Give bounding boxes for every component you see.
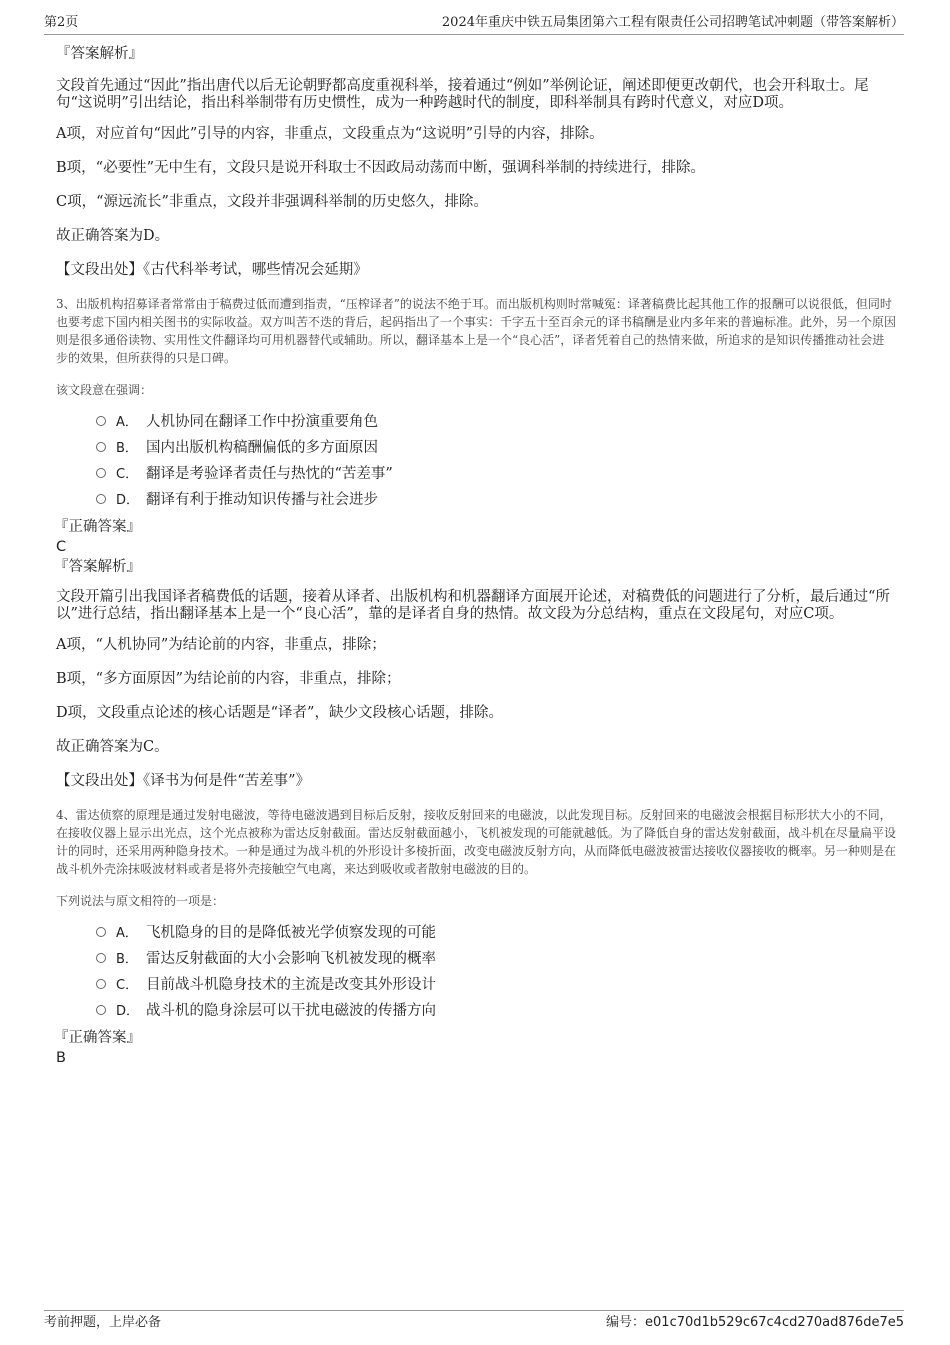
question-3-option-b[interactable]: B． 国内出版机构稿酬偏低的多方面原因 (96, 435, 896, 461)
radio-icon[interactable] (96, 979, 106, 989)
analysis-heading: 『答案解析』 (56, 46, 143, 62)
analysis-text: 文段开篇引出我国译者稿费低的话题，接着从译者、出版机构和机器翻译方面展开论述，对稿费低的问题进行了分析，最后通过“所以”进行总结，指出翻译基本上是一个“良心活”，靠的是译者自身的热情。故文段为分总结构，重点在文段尾句，对应C项。 (56, 589, 890, 622)
question-4-option-b[interactable]: B． 雷达反射截面的大小会影响飞机被发现的概率 (96, 946, 896, 972)
page-header (44, 14, 904, 35)
document-title: 2024年重庆中铁五局集团第六工程有限责任公司招聘笔试冲刺题（带答案解析） (441, 15, 904, 30)
document-code-label: 编号： (606, 1315, 646, 1330)
radio-icon[interactable] (96, 494, 106, 504)
document-code (606, 1313, 904, 1333)
answer-heading: 『正确答案』 (54, 1030, 141, 1046)
analysis-option-d: D项，文段重点论述的核心话题是“译者”，缺少文段核心话题，排除。 (56, 705, 503, 721)
answer-value: B (56, 1050, 66, 1066)
passage-source: 【文段出处】《译书为何是件“苦差事”》 (56, 773, 311, 789)
radio-icon[interactable] (96, 953, 106, 963)
answer-heading: 『正确答案』 (54, 519, 141, 535)
passage-source: 【文段出处】《古代科举考试，哪些情况会延期》 (56, 262, 368, 278)
question-4-option-c[interactable]: C． 目前战斗机隐身技术的主流是改变其外形设计 (96, 972, 896, 998)
radio-icon[interactable] (96, 1005, 106, 1015)
analysis-option-b: B项，“必要性”无中生有，文段只是说开科取士不因政局动荡而中断，强调科举制的持续进行，排除。 (56, 160, 705, 176)
page-number: 第2页 (44, 15, 79, 30)
radio-icon[interactable] (96, 416, 106, 426)
radio-icon[interactable] (96, 442, 106, 452)
question-4-option-d[interactable]: D． 战斗机的隐身涂层可以干扰电磁波的传播方向 (96, 998, 896, 1024)
analysis-text: 文段首先通过“因此”指出唐代以后无论朝野都高度重视科举，接着通过“例如”举例论证，阐述即便更改朝代，也会开科取士。尾句“这说明”引出结论，指出科举制带有历史惯性，成为一种跨越时代的制度，即科举制具有跨时代意义，对应D项。 (56, 78, 869, 111)
question-3-option-d[interactable]: D． 翻译有利于推动知识传播与社会进步 (96, 487, 896, 513)
question-4-options (96, 920, 896, 1024)
analysis-conclusion: 故正确答案为C。 (56, 739, 169, 755)
question-3-options (96, 409, 896, 513)
analysis-option-b: B项，“多方面原因”为结论前的内容，非重点，排除； (56, 671, 401, 687)
radio-icon[interactable] (96, 927, 106, 937)
question-4-passage: 4、雷达侦察的原理是通过发射电磁波，等待电磁波遇到目标后反射，接收反射回来的电磁波，以此发现目标。反射回来的电磁波会根据目标形状大小的不同，在接收仪器上显示出光点，这个光点被称为雷达反射截面。雷达反射截面越小，飞机被发现的可能就越低。为了降低自身的雷达发射截面，战斗机在尽量扁平设计的同时，还采用两种隐身技术。一种是通过为战斗机的外形设计多棱折面，改变电磁波反射方向，从而降低电磁波被雷达接收仪器接收的概率。另一种则是在战斗机外壳涂抹吸波材料或者是将外壳接触空气电离，来达到吸收或者散射电磁波的目的。 (56, 808, 897, 876)
question-4-prompt: 下列说法与原文相符的一项是： (56, 894, 225, 908)
radio-icon[interactable] (96, 468, 106, 478)
question-4-option-a[interactable]: A． 飞机隐身的目的是降低被光学侦察发现的可能 (96, 920, 896, 946)
document-code-value: e01c70d1b529c67c4cd270ad876de7e5 (645, 1315, 904, 1330)
analysis-option-a: A项，“人机协同”为结论前的内容，非重点，排除； (56, 637, 386, 653)
analysis-option-a: A项，对应首句“因此”引导的内容，非重点，文段重点为“这说明”引导的内容，排除。 (56, 126, 604, 142)
analysis-conclusion: 故正确答案为D。 (56, 228, 170, 244)
footer-slogan: 考前押题，上岸必备 (44, 1315, 162, 1330)
question-3-prompt: 该文段意在强调： (56, 383, 153, 397)
answer-value: C (56, 539, 67, 555)
analysis-heading: 『答案解析』 (54, 559, 141, 575)
document-body (56, 44, 896, 1068)
page-footer (44, 1310, 904, 1331)
analysis-option-c: C项，“源远流长”非重点，文段并非强调科举制的历史悠久，排除。 (56, 194, 488, 210)
question-3-passage: 3、出版机构招募译者常常由于稿费过低而遭到指责，“压榨译者”的说法不绝于耳。而出版机构则时常喊冤：译著稿费比起其他工作的报酬可以说很低，但同时也要考虑下国内相关图书的实际收益。双方叫苦不迭的背后，起码指出了一个事实：千字五十至百余元的译书稿酬是业内多年来的普遍标准。此外，另一个原因则是很多通俗读物、实用性文件翻译均可用机器替代或辅助。所以，翻译基本上是一个“良心活”，译者凭着自己的热情来做，所追求的是知识传播推动社会进步的效果，但所获得的只是口碑。 (56, 297, 897, 365)
question-3-option-a[interactable]: A． 人机协同在翻译工作中扮演重要角色 (96, 409, 896, 435)
question-3-option-c[interactable]: C． 翻译是考验译者责任与热忱的“苦差事” (96, 461, 896, 487)
